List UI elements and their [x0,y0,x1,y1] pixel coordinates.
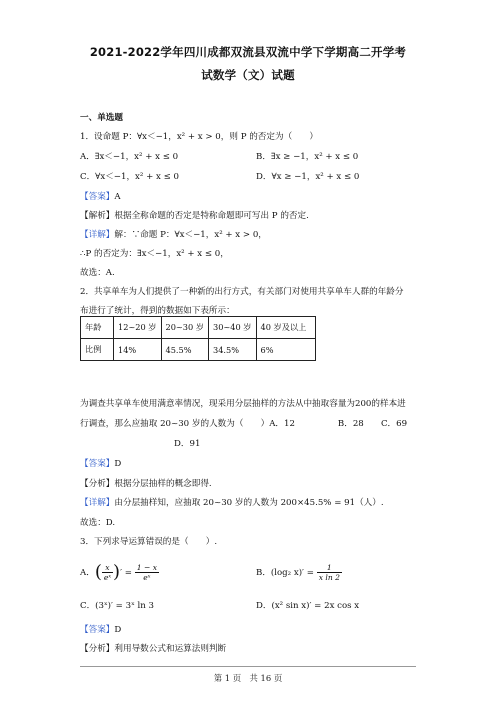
detail-text: 解：∵命题 P：∀x＜−1，x² + x > 0， [114,230,267,240]
q2-stem-1: 2．共享单车为人们提供了一种新的出行方式，有关部门对使用共享单车人群的年龄分 [80,287,404,297]
table-row [81,317,316,339]
q2-conclusion: 故选：D. [80,518,116,528]
table-cell: 年龄 [81,317,114,339]
detail-text: 由分层抽样知，应抽取 20~30 岁的人数为 200×45.5% = 91（人）. [114,498,384,508]
q2-stem-3: 为调查共享单车使用满意率情况，现采用分层抽样的方法从中抽取容量为200的样本进 [80,399,406,409]
table-row [81,339,316,361]
title-line-1: 2021-2022学年四川成都双流县双流中学下学期高二开学考 [89,45,407,59]
page-number: 第 1 页 共 16 页 [213,673,283,683]
table-cell: 20~30 岁 [161,317,209,339]
answer-value: A [114,192,121,202]
q1-option-a: A．∃x＜−1，x² + x ≤ 0 [80,152,179,162]
table-cell: 34.5% [209,339,257,361]
table-cell: 12~20 岁 [114,317,162,339]
table-cell: 40 岁及以上 [256,317,315,339]
q1-analysis [80,210,309,222]
option-label: A． [80,568,95,578]
table-cell: 30~40 岁 [209,317,257,339]
q3-option-b [256,563,342,582]
fraction: $\frac{1 - x}{\text{eˣ}}$ [136,563,158,582]
q1-detail-2: ∴P 的否定为：∃x＜−1，x² + x ≤ 0， [80,249,229,259]
q2-detail [80,497,384,509]
q3-analysis [80,643,226,655]
q1-stem: 1．设命题 P：∀x＜−1，x² + x > 0，则 P 的否定为（ ） [80,132,318,142]
q3-option-a: A．( $\frac{x}{\text{eˣ}}$ )′ = $\frac{1 - x}{\text{eˣ}}$ [80,561,158,583]
analysis-text: 利用导数公式和运算法则判断 [114,644,227,654]
answer-tag: 【答案】 [80,459,115,469]
analysis-tag: 【分析】 [80,644,115,654]
analysis-text: 根据分层抽样的概念即得. [114,479,212,489]
q2-stem-2: 布进行了统计，得到的数据如下表所示： [80,306,235,316]
q1-option-b: B．∃x ≥ −1，x² + x ≤ 0 [256,152,359,162]
table-cell: 14% [114,339,162,361]
answer-tag: 【答案】 [80,625,115,635]
detail-tag: 【详解】 [80,230,115,240]
q3-option-d: D．(x² sin x)′ = 2x cos x [256,601,360,611]
q3-option-c: C．(3ˣ)′ = 3ˣ ln 3 [80,601,154,611]
table-cell: 45.5% [161,339,209,361]
q2-option-d: D．91 [174,439,201,449]
option-text: B．(log₂ x)′ = [256,568,314,578]
title-line-2: 试数学（文）试题 [201,68,295,82]
table-cell: 比例 [81,339,114,361]
answer-value: D [114,459,122,469]
q2-stem-4: 行调查，那么应抽取 20~30 岁的人数为（ ）A．12 B．28 C．69 [80,419,408,429]
answer-tag: 【答案】 [80,192,115,202]
q2-analysis [80,478,212,490]
footer-rule [80,666,416,667]
q3-answer [80,624,121,636]
analysis-text: 根据全称命题的否定是特称命题即可写出 P 的否定. [114,211,309,221]
analysis-tag: 【解析】 [80,211,115,221]
analysis-tag: 【分析】 [80,479,115,489]
q1-detail [80,229,267,241]
answer-value: D [114,625,122,635]
section-heading: 一、单选题 [80,113,123,123]
age-distribution-table [80,316,316,361]
q1-option-c: C．∀x＜−1，x² + x ≤ 0 [80,172,179,182]
q1-conclusion: 故选：A. [80,268,115,278]
q1-option-d: D．∀x ≥ −1，x² + x ≤ 0 [256,172,360,182]
q3-stem: 3．下列求导运算错误的是（ ）. [80,537,218,547]
fraction: $\frac{1}{\text{x ln 2}}$ [318,563,340,582]
q1-answer [80,191,121,203]
table-cell: 6% [256,339,315,361]
detail-tag: 【详解】 [80,498,115,508]
fraction: $\frac{x}{\text{eˣ}}$ [103,563,112,582]
q2-answer [80,458,121,470]
